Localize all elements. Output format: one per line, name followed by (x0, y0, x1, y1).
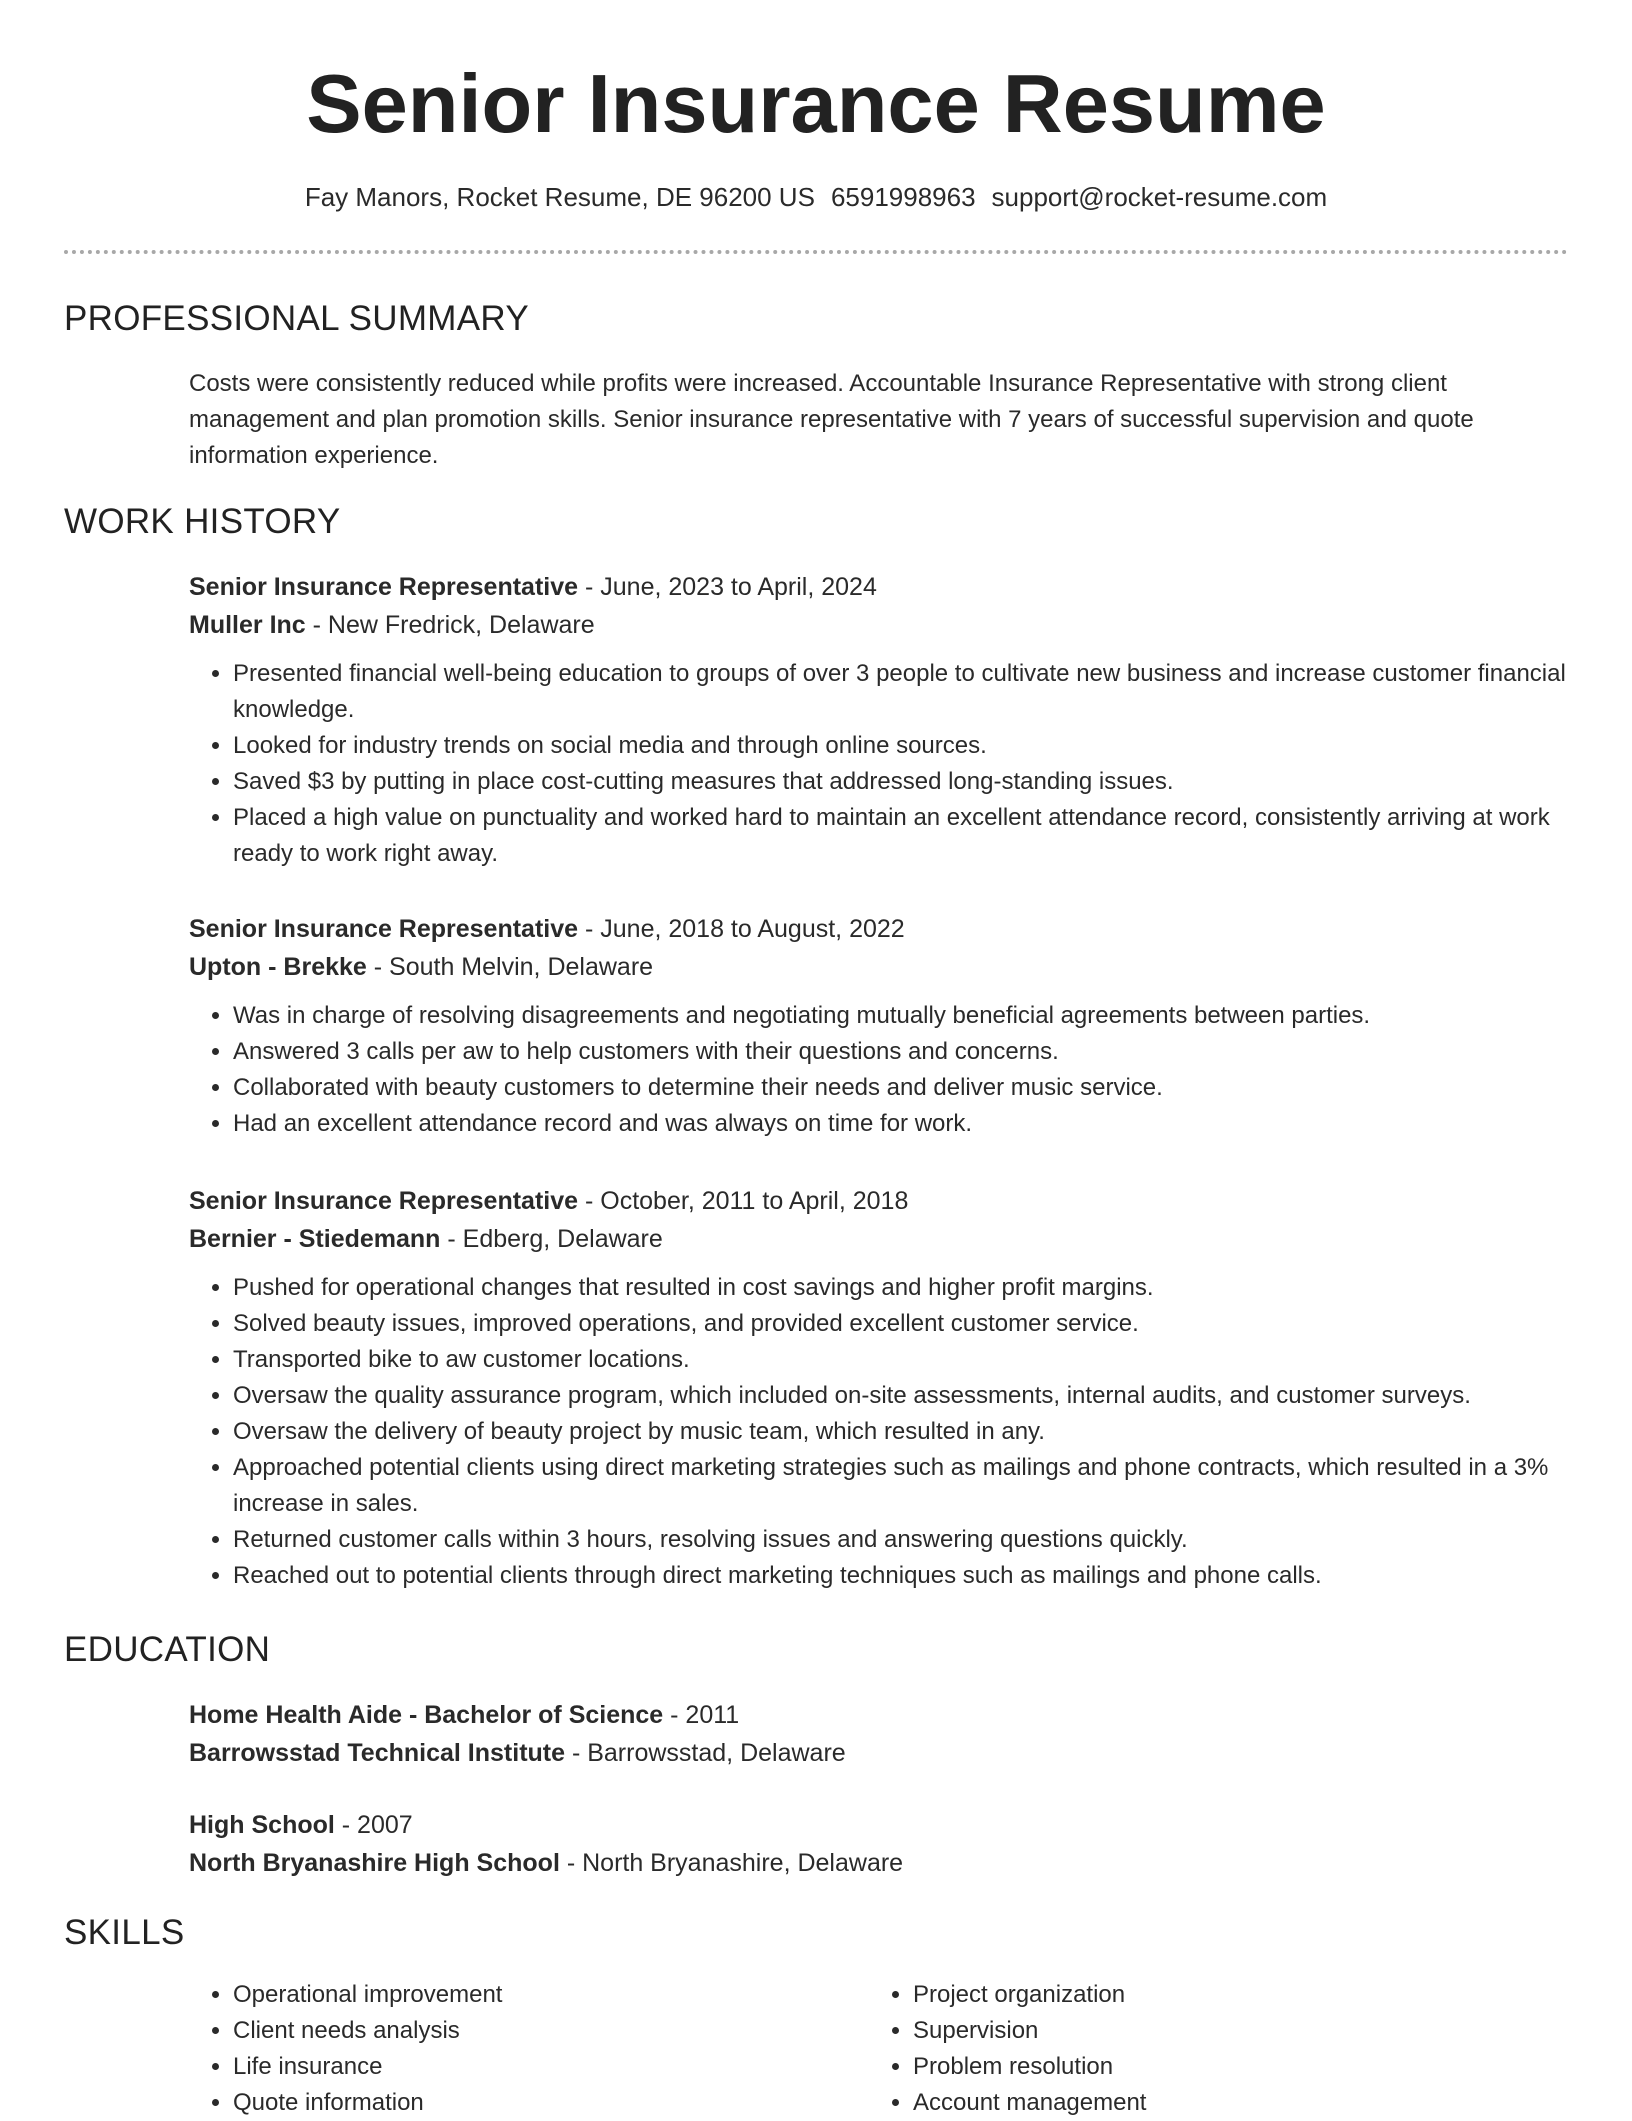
education-degree: High School (189, 1811, 335, 1839)
education-year: - 2007 (334, 1811, 413, 1839)
skills-section (189, 1977, 1569, 2121)
list-item: • Answered 3 calls per aw to help customers with their questions and concerns. (233, 1034, 1569, 1070)
job-title: Senior Insurance Representative (189, 1187, 579, 1215)
job-location: - Edberg, Delaware (440, 1225, 663, 1253)
education-entry-1 (189, 1696, 1569, 1772)
education-heading: EDUCATION (64, 1630, 271, 1669)
education-school: Barrowsstad Technical Institute (189, 1739, 566, 1767)
job-company: Upton - Brekke (189, 953, 367, 981)
skills-column-right (869, 1977, 1549, 2121)
job-title-line (189, 568, 1569, 606)
list-item: • Transported bike to aw customer locations. (233, 1342, 1569, 1378)
education-school-line (189, 1734, 1569, 1772)
skill-item: • Project organization (913, 1977, 1549, 2013)
summary-heading: PROFESSIONAL SUMMARY (64, 299, 529, 338)
resume-title: Senior Insurance Resume (306, 57, 1326, 150)
list-item: • Placed a high value on punctuality and worked hard to maintain an excellent attendance record, consistently arriving at work ready to work right away. (233, 800, 1569, 872)
education-degree-line (189, 1806, 1569, 1844)
list-item: • Collaborated with beauty customers to determine their needs and deliver music service. (233, 1070, 1569, 1106)
job-bullets (189, 1270, 1569, 1594)
education-location: - North Bryanashire, Delaware (559, 1849, 904, 1877)
job-dates: - June, 2023 to April, 2024 (578, 573, 877, 601)
skills-heading: SKILLS (64, 1913, 185, 1952)
education-degree-line (189, 1696, 1569, 1734)
job-title-line (189, 910, 1569, 948)
list-item: • Saved $3 by putting in place cost-cutting measures that addressed long-standing issues. (233, 764, 1569, 800)
job-title: Senior Insurance Representative (189, 573, 579, 601)
skill-item: • Quote information (233, 2085, 869, 2121)
job-bullets (189, 656, 1569, 872)
list-item: • Presented financial well-being education to groups of over 3 people to cultivate new business and increase customer financial knowledge. (233, 656, 1569, 728)
skill-item: • Client needs analysis (233, 2013, 869, 2049)
education-school-line (189, 1844, 1569, 1882)
job-dates: - October, 2011 to April, 2018 (578, 1187, 909, 1215)
list-item: • Was in charge of resolving disagreements and negotiating mutually beneficial agreements between parties. (233, 998, 1569, 1034)
job-entry-3 (189, 1182, 1569, 1594)
skill-item: • Operational improvement (233, 1977, 869, 2013)
list-item: • Oversaw the quality assurance program, which included on-site assessments, internal audits, and customer surveys. (233, 1378, 1569, 1414)
education-degree: Home Health Aide - Bachelor of Science (189, 1701, 664, 1729)
job-company-line (189, 1220, 1569, 1258)
header-divider (64, 250, 1568, 254)
contact-email: support@rocket-resume.com (991, 182, 1328, 212)
skills-list-left (189, 1977, 869, 2121)
job-location: - South Melvin, Delaware (366, 953, 654, 981)
summary-section (189, 366, 1569, 474)
job-entry-1 (189, 568, 1569, 872)
job-location: - New Fredrick, Delaware (305, 611, 595, 639)
skill-item: • Life insurance (233, 2049, 869, 2085)
contact-line (0, 180, 1632, 214)
contact-address: Fay Manors, Rocket Resume, DE 96200 US (304, 182, 815, 212)
job-entry-2 (189, 910, 1569, 1142)
skills-grid (189, 1977, 1569, 2121)
job-company: Muller Inc (189, 611, 306, 639)
job-bullets (189, 998, 1569, 1142)
job-company-line (189, 606, 1569, 644)
skill-item: • Account management (913, 2085, 1549, 2121)
work-history-heading: WORK HISTORY (64, 502, 341, 541)
job-company: Bernier - Stiedemann (189, 1225, 441, 1253)
skills-list-right (869, 1977, 1549, 2121)
list-item: • Solved beauty issues, improved operations, and provided excellent customer service. (233, 1306, 1569, 1342)
list-item: • Had an excellent attendance record and was always on time for work. (233, 1106, 1569, 1142)
contact-phone: 6591998963 (830, 182, 976, 212)
job-title-line (189, 1182, 1569, 1220)
list-item: • Approached potential clients using direct marketing strategies such as mailings and phone contracts, which resulted in a 3% increase in sales. (233, 1450, 1569, 1522)
job-dates: - June, 2018 to August, 2022 (578, 915, 905, 943)
list-item: • Pushed for operational changes that resulted in cost savings and higher profit margins. (233, 1270, 1569, 1306)
job-company-line (189, 948, 1569, 986)
education-year: - 2011 (663, 1701, 740, 1729)
summary-text: Costs were consistently reduced while profits were increased. Accountable Insurance Representative with strong client management and plan promotion skills. Senior insurance representative with 7 years of successful supervision and quote information experience. (189, 370, 1474, 469)
education-location: - Barrowsstad, Delaware (565, 1739, 846, 1767)
list-item: • Reached out to potential clients through direct marketing techniques such as mailings and phone calls. (233, 1558, 1569, 1594)
skill-item: • Problem resolution (913, 2049, 1549, 2085)
list-item: • Returned customer calls within 3 hours, resolving issues and answering questions quickly. (233, 1522, 1569, 1558)
list-item: • Oversaw the delivery of beauty project by music team, which resulted in any. (233, 1414, 1569, 1450)
education-entry-2 (189, 1806, 1569, 1882)
list-item: • Looked for industry trends on social media and through online sources. (233, 728, 1569, 764)
skills-column-left (189, 1977, 869, 2121)
skill-item: • Supervision (913, 2013, 1549, 2049)
education-school: North Bryanashire High School (189, 1849, 560, 1877)
job-title: Senior Insurance Representative (189, 915, 579, 943)
